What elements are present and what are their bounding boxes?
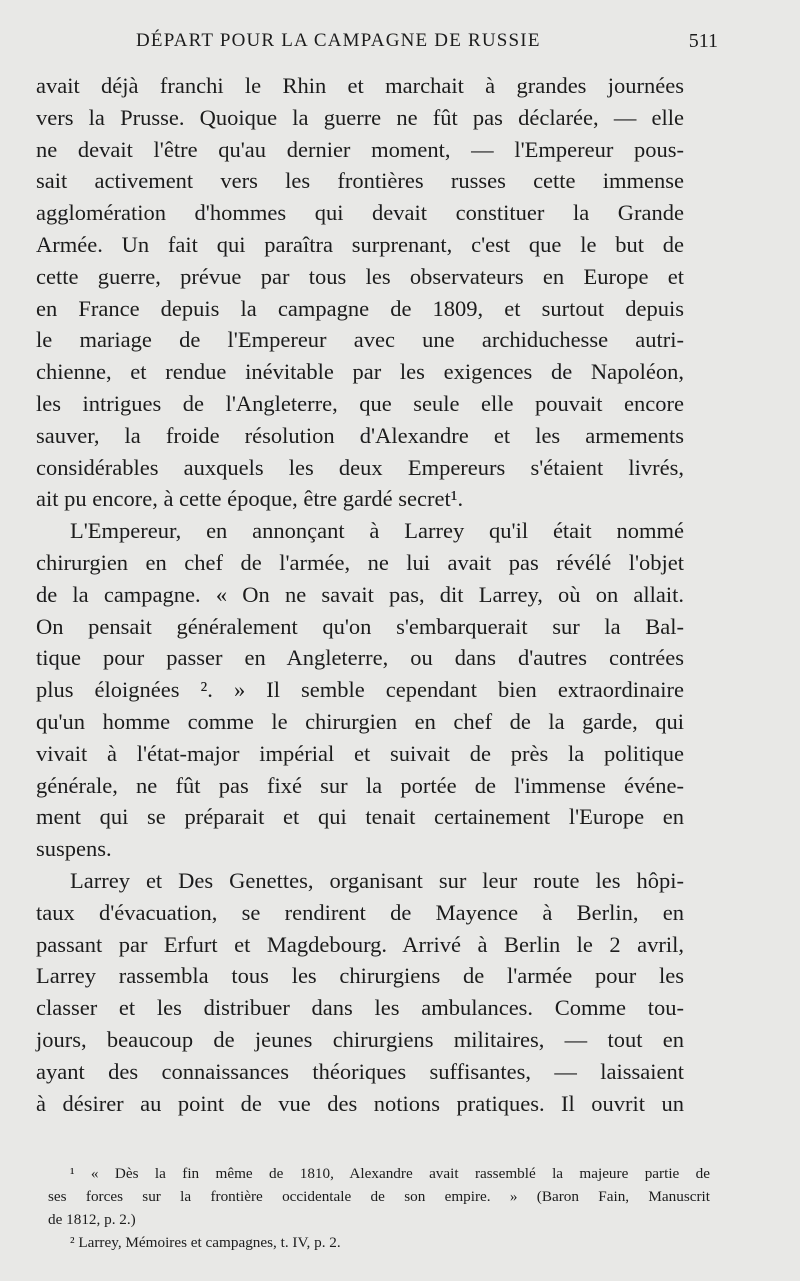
body-line: plus éloignées ². » Il semble cependant bien extraordinaire: [36, 677, 684, 703]
body-line: le mariage de l'Empereur avec une archiduchesse autri-: [36, 327, 684, 353]
body-line: Larrey rassembla tous les chirurgiens de l'armée pour les: [36, 963, 684, 989]
body-line: ayant des connaissances théoriques suffisantes, — laissaient: [36, 1058, 684, 1084]
body-line: vers la Prusse. Quoique la guerre ne fût pas déclarée, — elle: [36, 104, 684, 130]
footnote-line: de 1812, p. 2.): [48, 1211, 136, 1228]
body-line: L'Empereur, en annonçant à Larrey qu'il était nommé: [70, 518, 684, 544]
body-line: tique pour passer en Angleterre, ou dans d'autres contrées: [36, 645, 684, 671]
body-line: qu'un homme comme le chirurgien en chef de la garde, qui: [36, 708, 684, 734]
body-line: considérables auxquels les deux Empereurs s'étaient livrés,: [36, 454, 684, 480]
body-text: [36, 70, 684, 1119]
body-line: cette guerre, prévue par tous les observateurs en Europe et: [36, 263, 684, 289]
page-number: 511: [688, 30, 718, 52]
body-line: avait déjà franchi le Rhin et marchait à grandes journées: [36, 73, 684, 98]
body-line: de la campagne. « On ne savait pas, dit Larrey, où on allait.: [36, 581, 684, 607]
body-line: agglomération d'hommes qui devait constituer la Grande: [36, 200, 684, 226]
footnote-line: ² Larrey, Mémoires et campagnes, t. IV, p. 2.: [70, 1234, 341, 1251]
footnotes: [48, 1162, 710, 1254]
body-line: vivait à l'état-major impérial et suivait de près la politique: [36, 740, 684, 766]
body-line: Larrey et Des Genettes, organisant sur leur route les hôpi-: [70, 867, 684, 893]
page-header: [38, 26, 718, 62]
body-line: jours, beaucoup de jeunes chirurgiens militaires, — tout en: [36, 1026, 684, 1052]
running-title: DÉPART POUR LA CAMPAGNE DE RUSSIE: [136, 30, 541, 51]
body-line: ait pu encore, à cette époque, être gardé secret¹.: [36, 486, 464, 512]
body-line: Armée. Un fait qui paraîtra surprenant, c'est que le but de: [36, 231, 684, 257]
body-line: suspens.: [36, 836, 112, 862]
body-line: ment qui se préparait et qui tenait certainement l'Europe en: [36, 804, 684, 830]
body-line: sauver, la froide résolution d'Alexandre et les armements: [36, 422, 684, 448]
body-line: classer et les distribuer dans les ambulances. Comme tou-: [36, 995, 684, 1021]
body-line: en France depuis la campagne de 1809, et surtout depuis: [36, 295, 684, 321]
body-line: à désirer au point de vue des notions pratiques. Il ouvrit un: [36, 1090, 684, 1116]
footnote-line: ses forces sur la frontière occidentale de son empire. » (Baron Fain, Manuscrit: [48, 1188, 710, 1205]
body-line: passant par Erfurt et Magdebourg. Arrivé à Berlin le 2 avril,: [36, 931, 684, 957]
body-line: générale, ne fût pas fixé sur la portée de l'immense événe-: [36, 772, 684, 798]
body-line: On pensait généralement qu'on s'embarquerait sur la Bal-: [36, 613, 684, 639]
body-line: ne devait l'être qu'au dernier moment, — l'Empereur pous-: [36, 136, 684, 162]
body-line: taux d'évacuation, se rendirent de Mayence à Berlin, en: [36, 899, 684, 925]
body-line: chienne, et rendue inévitable par les exigences de Napoléon,: [36, 359, 684, 385]
body-line: les intrigues de l'Angleterre, que seule elle pouvait encore: [36, 390, 684, 416]
body-line: chirurgien en chef de l'armée, ne lui avait pas révélé l'objet: [36, 549, 684, 575]
body-line: sait activement vers les frontières russes cette immense: [36, 168, 684, 194]
footnote-line: ¹ « Dès la fin même de 1810, Alexandre avait rassemblé la majeure partie de: [70, 1165, 710, 1182]
